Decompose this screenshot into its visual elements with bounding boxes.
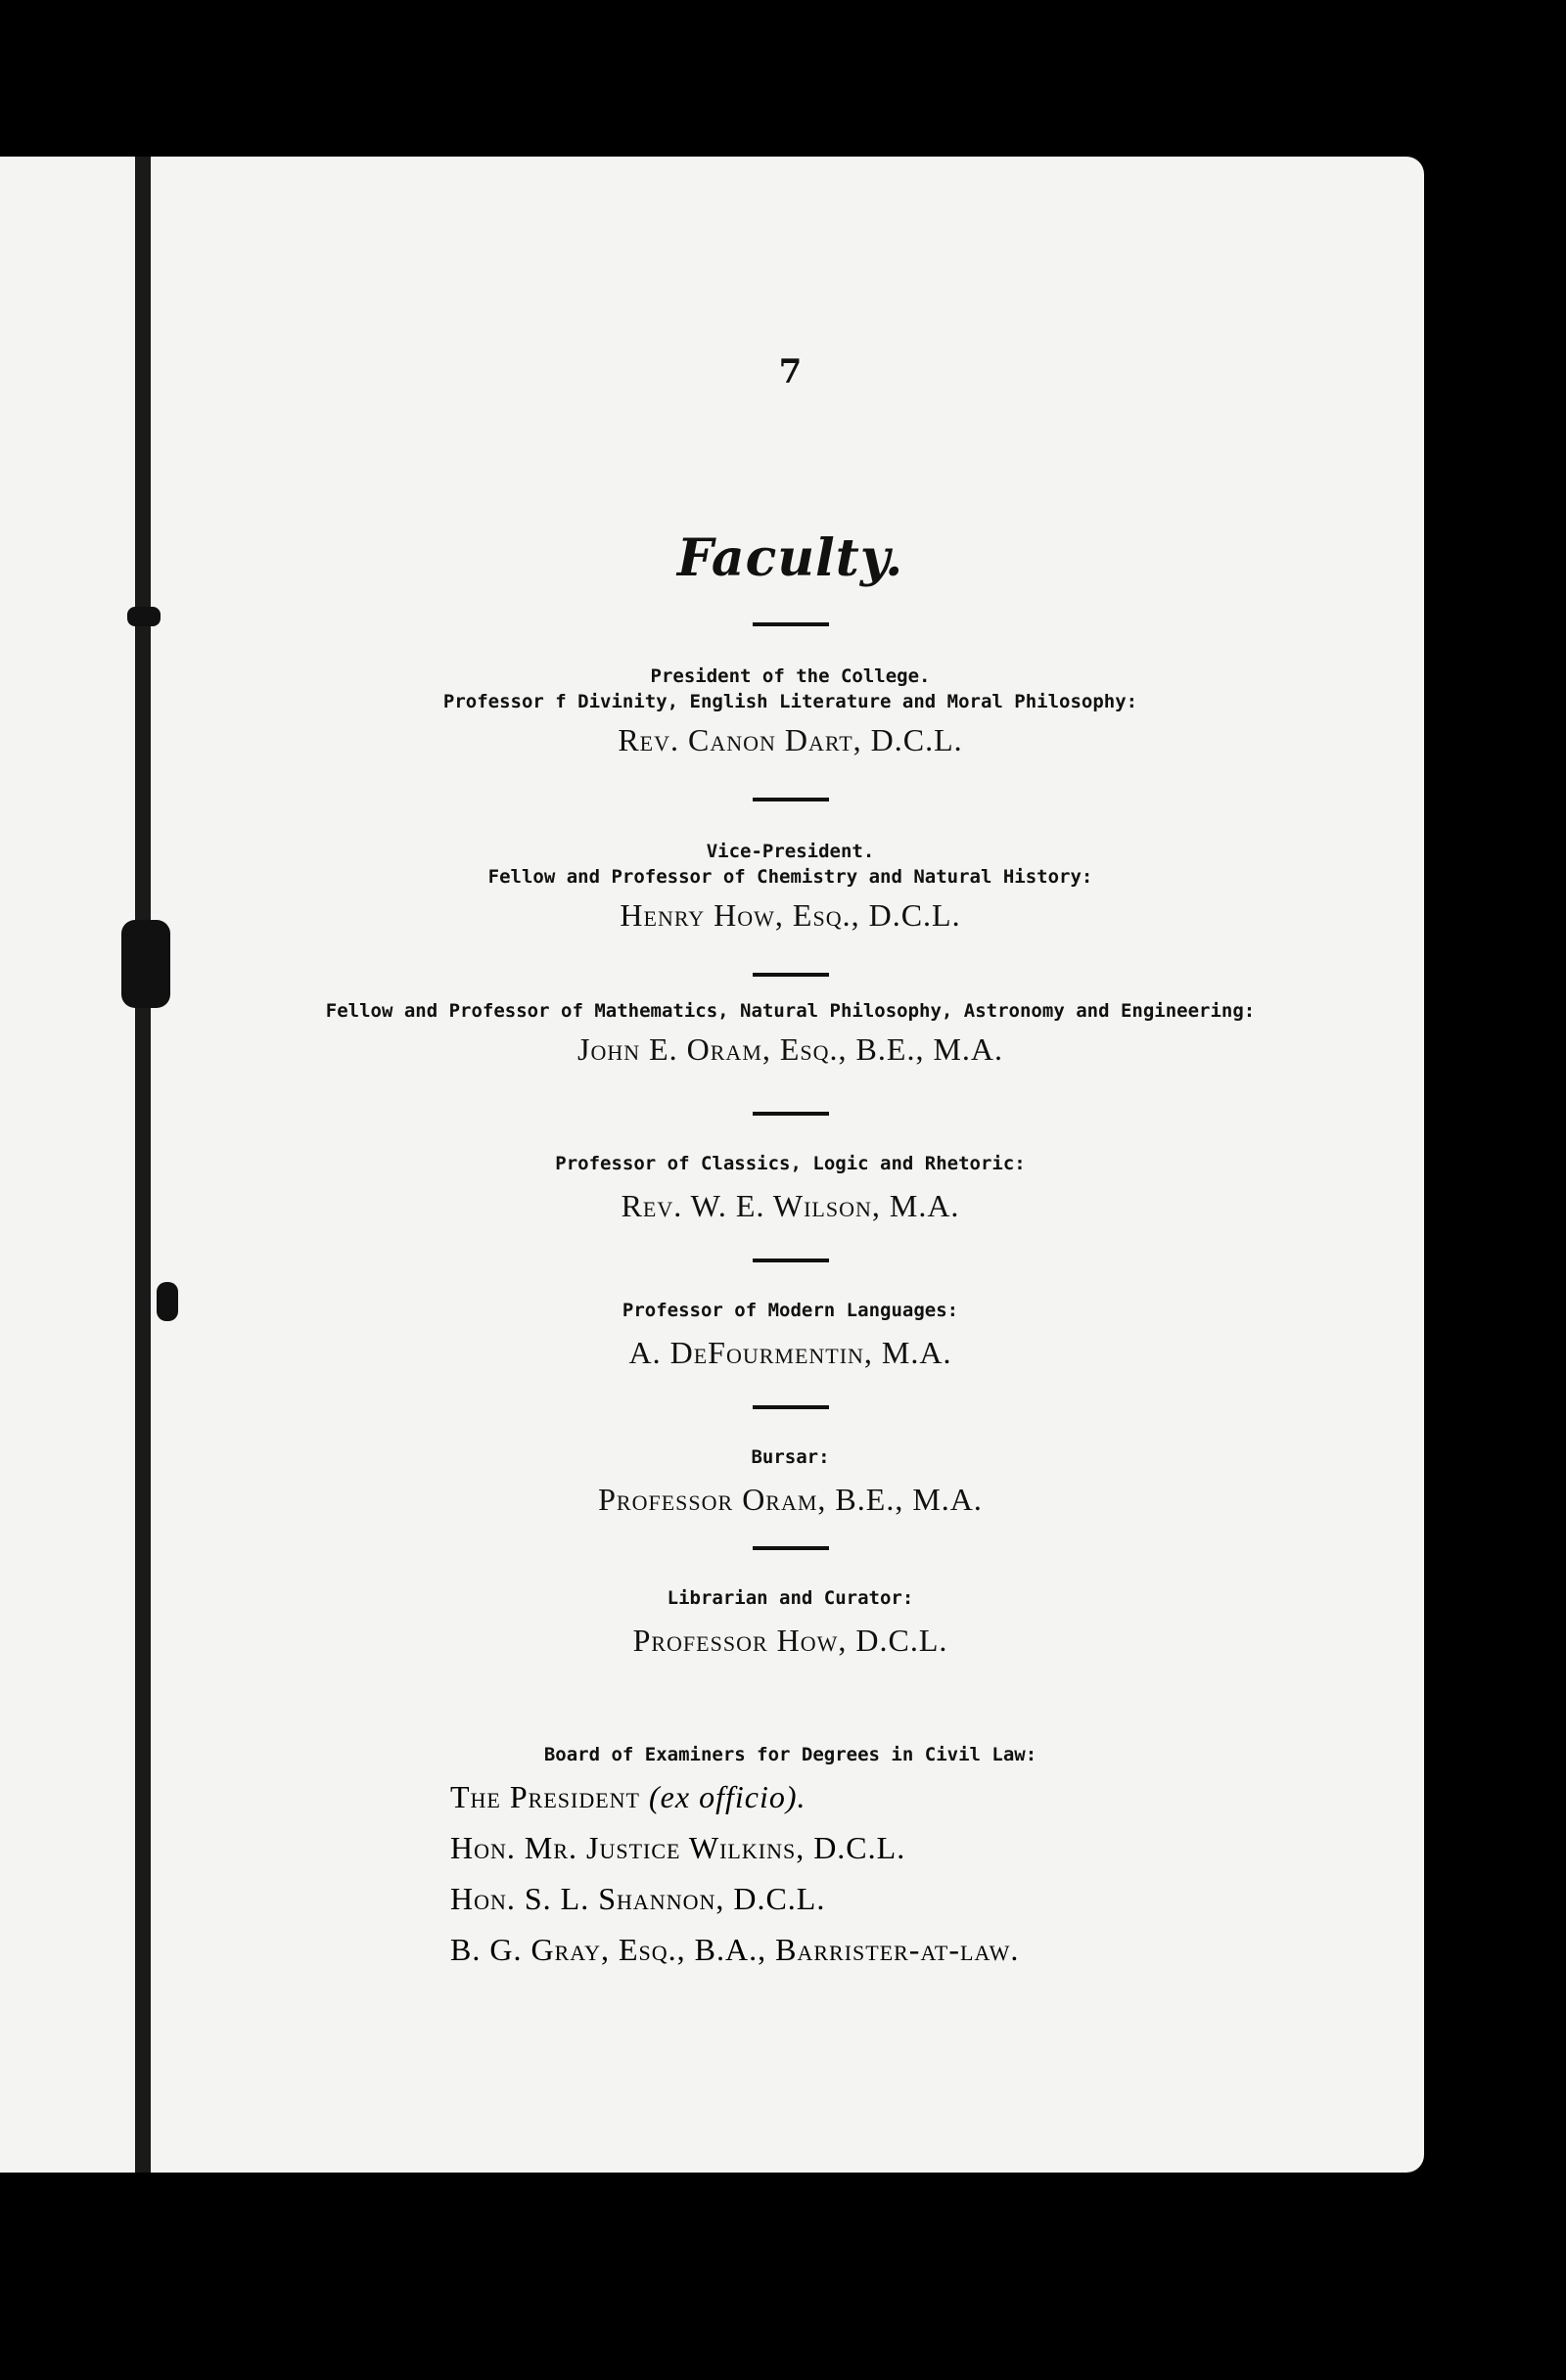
faculty-section-mathematics	[157, 973, 1424, 1069]
position-title: Professor of Modern Languages:	[622, 1300, 959, 1321]
examiner-member	[450, 1873, 1019, 1924]
examiner-name: B. G. Gray, Esq., B.A., Barrister-at-law.	[450, 1932, 1020, 1967]
examiner-member	[450, 1924, 1019, 1975]
examiner-name: The President	[450, 1779, 640, 1814]
faculty-name: A. DeFourmentin, M.A.	[628, 1335, 952, 1370]
faculty-name: Professor How, D.C.L.	[632, 1623, 948, 1658]
examiners-title: Board of Examiners for Degrees in Civil Law:	[543, 1744, 1037, 1765]
faculty-name: Rev. W. E. Wilson, M.A.	[621, 1188, 960, 1223]
examiner-note: (ex officio).	[649, 1779, 806, 1814]
faculty-section-modern-languages	[157, 1259, 1424, 1372]
examiners-list	[450, 1771, 1019, 1975]
examiner-name: Hon. Mr. Justice Wilkins, D.C.L.	[450, 1830, 906, 1865]
position-title: Fellow and Professor of Mathematics, Natural Philosophy, Astronomy and Engineering:	[325, 1000, 1256, 1022]
position-title: Professor f Divinity, English Literature and Moral Philosophy:	[442, 691, 1138, 712]
torn-spot-top	[127, 607, 161, 626]
position-title: Librarian and Curator:	[667, 1587, 914, 1609]
page-title: Faculty.	[676, 528, 904, 588]
position-title: Professor of Classics, Logic and Rhetoric:	[555, 1153, 1026, 1174]
faculty-name: Henry How, Esq., D.C.L.	[620, 897, 961, 933]
examiners-heading	[157, 1742, 1424, 1767]
faculty-section-librarian	[157, 1546, 1424, 1660]
faculty-name: Professor Oram, B.E., M.A.	[598, 1482, 983, 1517]
faculty-name: Rev. Canon Dart, D.C.L.	[618, 722, 963, 757]
page-number: 7	[778, 352, 803, 391]
position-title: Bursar:	[751, 1446, 830, 1468]
examiner-member	[450, 1771, 1019, 1822]
binding-spine	[135, 157, 151, 2173]
examiner-name: Hon. S. L. Shannon, D.C.L.	[450, 1881, 826, 1916]
faculty-section-bursar	[157, 1405, 1424, 1519]
position-title: Fellow and Professor of Chemistry and Natural History:	[487, 866, 1093, 888]
faculty-section-vice-president	[157, 798, 1424, 935]
position-title: President of the College.	[650, 665, 931, 687]
faculty-name: John E. Oram, Esq., B.E., M.A.	[576, 1031, 1004, 1067]
faculty-section-president	[157, 622, 1424, 759]
faculty-section-classics	[157, 1112, 1424, 1225]
examiner-member	[450, 1822, 1019, 1873]
position-title: Vice-President.	[706, 841, 875, 862]
